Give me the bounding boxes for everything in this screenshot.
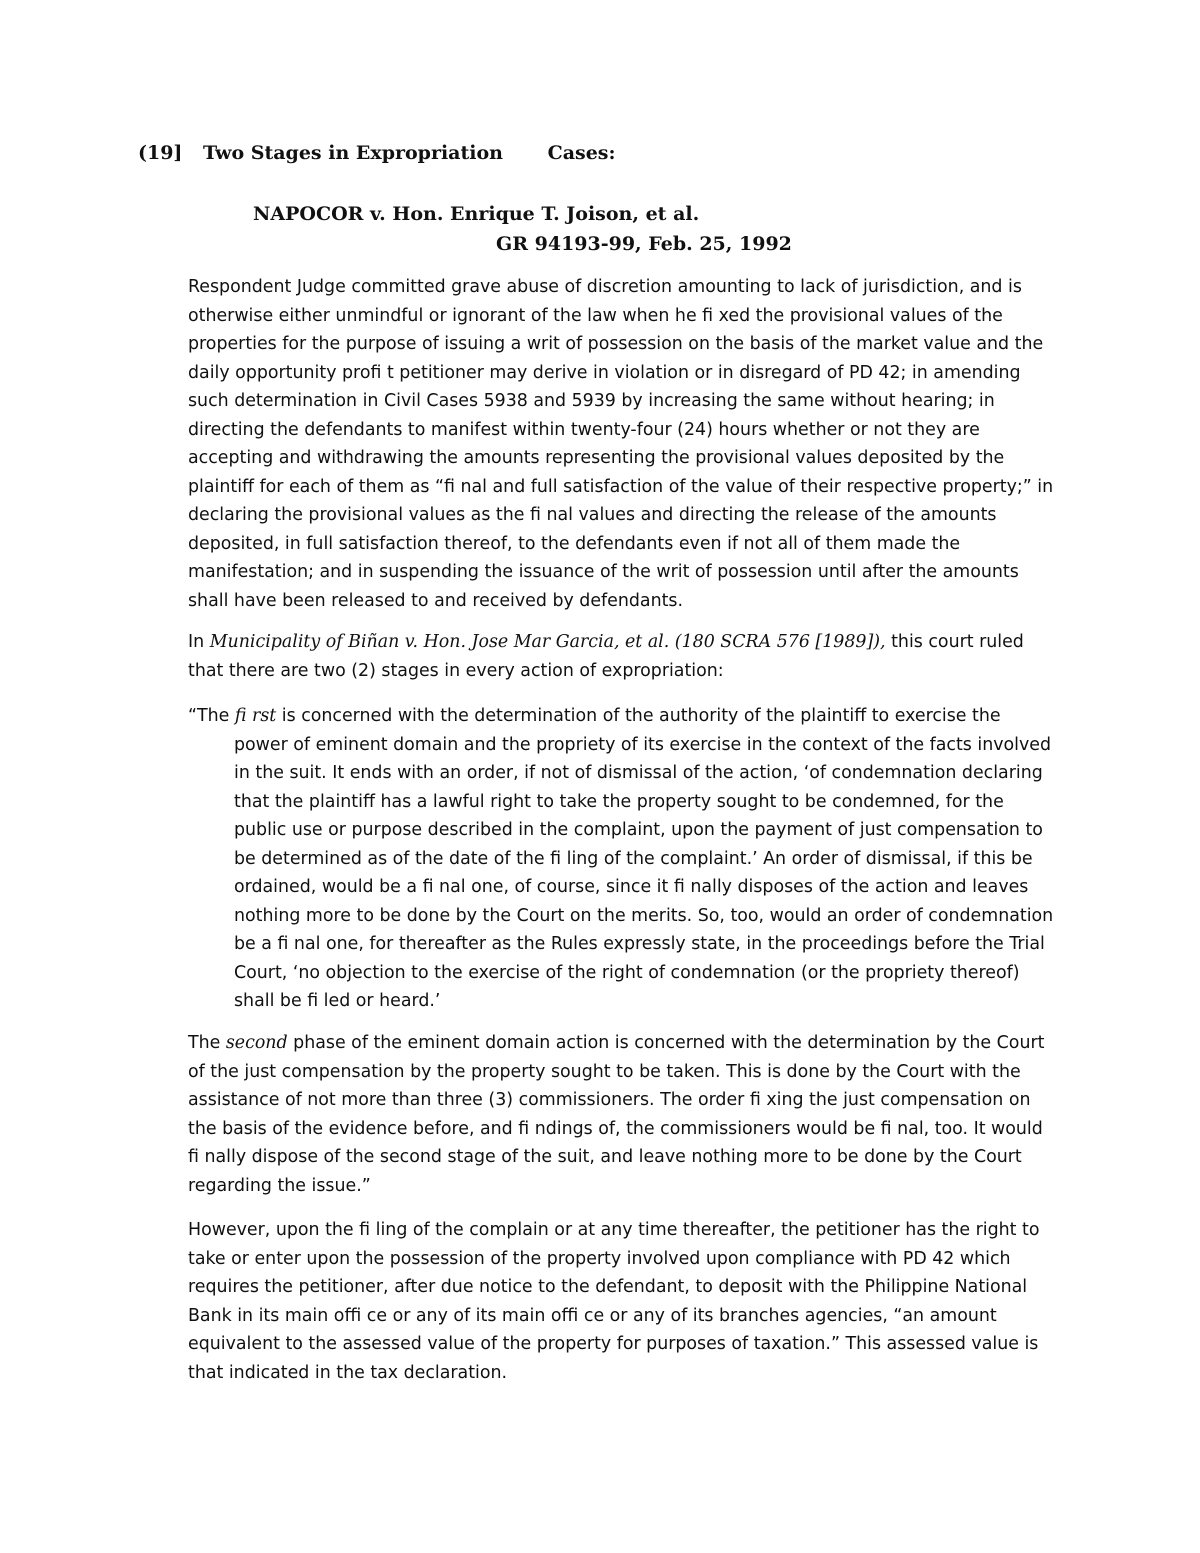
quote-first-stage — [188, 702, 1058, 1016]
text-run: The — [188, 1033, 226, 1053]
text-run: this court ruled that there are two (2) stages in every action of expropriation: — [188, 632, 1024, 681]
section-title: Two Stages in Expropriation — [203, 142, 503, 164]
case-citation: GR 94193-99, Feb. 25, 1992 — [496, 233, 792, 255]
paragraph-second-stage — [188, 1029, 1058, 1200]
paragraph-stages-intro — [188, 628, 1058, 685]
emphasis-first: fi rst — [234, 706, 277, 726]
section-heading — [138, 142, 616, 164]
case-title: NAPOCOR v. Hon. Enrique T. Joison, et al. — [253, 203, 700, 225]
text-run: is concerned with the determination of the authority of the plaintiff to exercise the power of eminent domain and the propriety of its exercise in the context of the facts involved in the suit. It ends with an order, if not of dismissal of the action, ‘of condemnation declaring that the plaintiff has a lawful right to take the property sought to be condemned, for the public use or purpose described in the complaint, upon the payment of just compensation to be determined as of the date of the fi ling of the complaint.’ An order of dismissal, if this be ordained, would be a fi nal one, of course, since it fi nally disposes of the action and leaves nothing more to be done by the Court on the merits. So, too, would an order of condemnation be a fi nal one, for thereafter as the Rules expressly state, in the proceedings before the Trial Court, ‘no objection to the exercise of the right of condemnation (or the propriety thereof) shall be fi led or heard.’ — [234, 706, 1054, 1011]
section-number: (19] — [138, 142, 183, 164]
section-title-suffix: Cases: — [547, 142, 616, 164]
text-run: In — [188, 632, 210, 652]
paragraph-possession: However, upon the fi ling of the complain or at any time thereafter, the petitioner has the right to take or enter upon the possession of the property involved upon compliance with PD 42 which requires the petitioner, after due notice to the defendant, to deposit with the Philippine National Bank in its main offi ce or any of its main offi ce or any of its branches agencies, “an amount equivalent to the assessed value of the property for purposes of taxation.” This assessed value is that indicated in the tax declaration. — [188, 1220, 1040, 1383]
case-reference-italic: Municipality of Biñan v. Hon. Jose Mar Garcia, et al. (180 SCRA 576 [1989]), — [209, 632, 886, 652]
paragraph-ruling: Respondent Judge committed grave abuse of discretion amounting to lack of jurisdiction, and is otherwise either unmindful or ignorant of the law when he fi xed the provisional values of the properties for the purpose of issuing a writ of possession on the basis of the market value and the daily opportunity profi t petitioner may derive in violation or in disregard of PD 42; in amending such determination in Civil Cases 5938 and 5939 by increasing the same without hearing; in directing the defendants to manifest within twenty-four (24) hours whether or not they are accepting and withdrawing the amounts representing the provisional values deposited by the plaintiff for each of them as “fi nal and full satisfaction of the value of their respective property;” in declaring the provisional values as the fi nal values and directing the release of the amounts deposited, in full satisfaction thereof, to the defendants even if not all of them made the manifestation; and in suspending the issuance of the writ of possession until after the amounts shall have been released to and received by defendants. — [188, 277, 1054, 611]
emphasis-second: second — [225, 1033, 288, 1053]
text-run: “The — [188, 706, 235, 726]
text-run: phase of the eminent domain action is concerned with the determination by the Court of the just compensation by the property sought to be taken. This is done by the Court with the assistance of not more than three (3) commissioners. The order fi xing the just compensation on the basis of the evidence before, and fi ndings of, the commissioners would be fi nal, too. It would fi nally dispose of the second stage of the suit, and leave nothing more to be done by the Court regarding the issue.” — [188, 1033, 1045, 1196]
